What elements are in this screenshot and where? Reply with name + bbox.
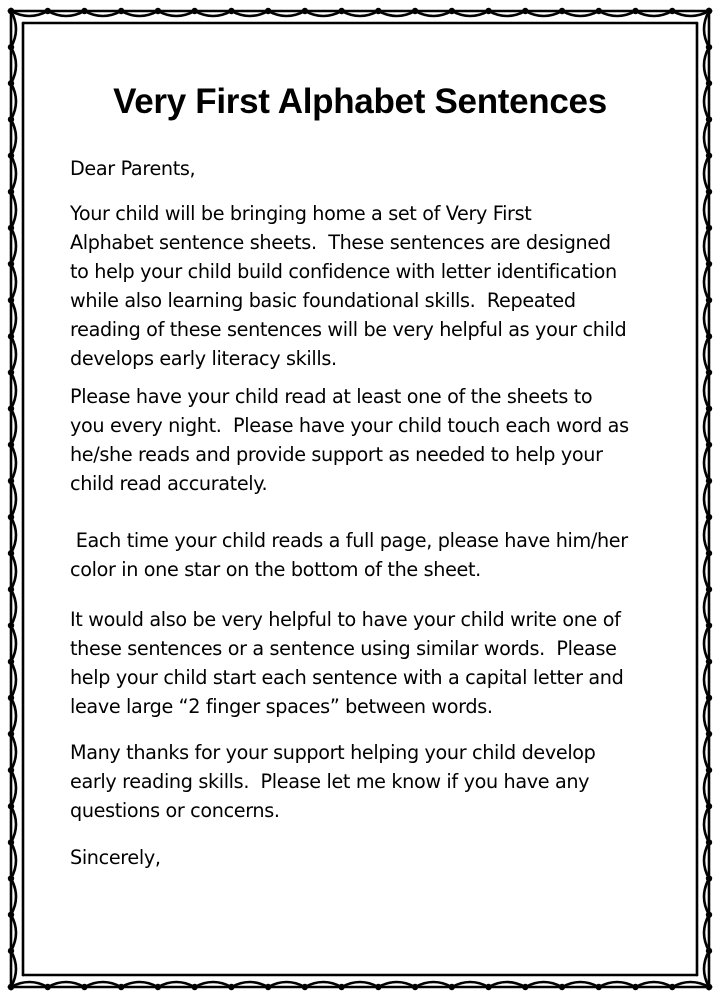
border-knot [706,984,712,990]
border-knot [375,8,381,14]
border-knot [265,8,271,14]
border-knot [8,514,14,520]
border-knot [8,803,14,809]
border-knot [8,225,14,231]
border-knot [706,44,712,50]
border-knot [81,984,87,990]
border-knot [706,478,712,484]
border-knot [8,478,14,484]
border-knot [522,984,528,990]
border-knot [45,984,51,990]
border-knot [8,44,14,50]
border-knot [81,8,87,14]
border-knot [706,658,712,664]
border-knot [375,984,381,990]
paragraph-star-coloring: Each time your child reads a full page, please have him/her color in one star on the bottom of the sheet. [70,529,628,581]
border-knot [412,8,418,14]
border-knot [8,550,14,556]
closing: Sincerely, [70,846,161,869]
border-knot [706,152,712,158]
border-knot [706,8,712,14]
border-knot [8,948,14,954]
border-knot [412,984,418,990]
border-knot [8,442,14,448]
border-knot [706,189,712,195]
border-knot [706,948,712,954]
border-knot [8,116,14,122]
border-knot [706,767,712,773]
border-knot [706,261,712,267]
border-knot [8,333,14,339]
border-knot [669,8,675,14]
border-knot [706,803,712,809]
border-knot [706,912,712,918]
border-knot [559,8,565,14]
border-knot [191,984,197,990]
border-knot [449,8,455,14]
border-knot [485,984,491,990]
border-knot [265,984,271,990]
border-knot [228,8,234,14]
border-knot [155,984,161,990]
greeting: Dear Parents, [70,157,196,180]
border-knot [449,984,455,990]
border-knot [706,333,712,339]
paragraph-intro: Your child will be bringing home a set of Very First Alphabet sentence sheets. These sentences are designed to help your child build confidence with letter identification while also learning basic foundational skills. Repeated reading of these sentences will be very helpful as your child develops early literacy skills. [70,202,627,370]
border-knot [8,152,14,158]
border-knot [596,8,602,14]
border-knot [706,405,712,411]
border-knot [8,369,14,375]
border-knot [706,839,712,845]
border-knot [338,984,344,990]
border-knot [8,731,14,737]
border-knot [706,622,712,628]
border-knot [706,369,712,375]
paragraph-thanks: Many thanks for your support helping your child develop early reading skills. Please let me know if you have any questions or concerns. [70,741,596,822]
border-knot [8,8,14,14]
border-knot [8,622,14,628]
border-knot [706,514,712,520]
border-knot [559,984,565,990]
border-knot [706,550,712,556]
border-knot [8,189,14,195]
border-knot [302,8,308,14]
paragraph-reading-instructions: Please have your child read at least one of the sheets to you every night. Please have your child touch each word as he/she reads and provide support as needed to help your child read accurately. [70,385,629,495]
border-knot [8,695,14,701]
border-knot [8,586,14,592]
border-knot [338,8,344,14]
border-knot [706,586,712,592]
border-knot [522,8,528,14]
border-knot [8,875,14,881]
border-knot [8,658,14,664]
border-knot [706,116,712,122]
page-title: Very First Alphabet Sentences [113,82,607,121]
border-knot [191,8,197,14]
border-knot [706,225,712,231]
border-knot [45,8,51,14]
border-knot [8,297,14,303]
border-knot [632,984,638,990]
border-knot [8,261,14,267]
border-knot [485,8,491,14]
border-knot [706,442,712,448]
border-knot [632,8,638,14]
border-knot [228,984,234,990]
border-knot [669,984,675,990]
border-knot [8,767,14,773]
border-knot [155,8,161,14]
border-knot [302,984,308,990]
paragraph-writing-practice: It would also be very helpful to have your child write one of these sentences or a sentence using similar words. Please help your child start each sentence with a capital letter and leave large “2 finger spaces” between words. [70,608,624,718]
border-knot [8,912,14,918]
border-knot [8,405,14,411]
border-knot [596,984,602,990]
border-knot [706,695,712,701]
border-knot [118,8,124,14]
border-knot [118,984,124,990]
border-knot [8,80,14,86]
border-knot [8,839,14,845]
border-knot [706,80,712,86]
border-knot [706,731,712,737]
border-knot [8,984,14,990]
border-knot [706,297,712,303]
border-knot [706,875,712,881]
